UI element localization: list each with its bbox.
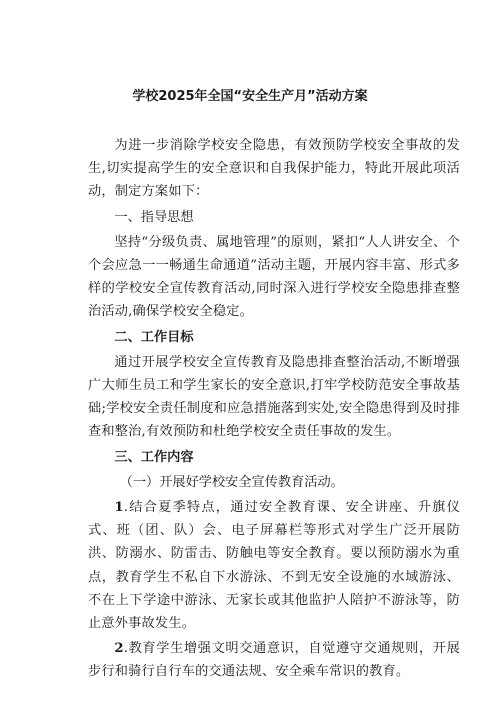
intro-paragraph: 为进一步消除学校安全隐患，有效预防学校安全事故的发生,切实提高学生的安全意识和自我保护能力，特此开展此项活动，制定方案如下： [88, 138, 460, 200]
list-item-1-text: .结合夏季特点，通过安全教育课、安全讲座、升旗仪式、班（团、队）会、电子屏幕栏等形式对学生广泛开展防洪、防溺水、防雷击、防触电等安全教育。要以预防溺水为重点，教育学生不私自下水游泳、不到无安全设施的水域游泳、不在上下学途中游泳、无家长或其他监护人陪护不游泳等，防止意外事故发生。 [88, 500, 460, 632]
section-body-work-goals: 通过开展学校安全宣传教育及隐患排查整治活动,不断增强广大师生员工和学生家长的安全意识,打牢学校防范安全事故基础;学校安全责任制度和应急措施落到实处,安全隐患得到及时排查和整治,有效预防和杜绝学校安全责任事故的发生。 [88, 354, 460, 440]
list-item-2-text: .教育学生增强文明交通意识，自觉遵守交通规则，开展步行和骑行自行车的交通法规、安全乘车常识的教育。 [88, 641, 460, 680]
list-item-2 [88, 637, 460, 683]
subsection-heading-safety-education: （一）开展好学校安全宣传教育活动。 [119, 474, 344, 490]
list-item-1-number: 1 [114, 500, 124, 516]
list-item-1 [88, 496, 460, 635]
section-heading-work-goals: 二、工作目标 [114, 329, 194, 345]
document-title: 学校2025年全国“安全生产月”活动方案 [132, 89, 368, 104]
section-heading-guiding-ideology: 一、指导思想 [114, 209, 194, 225]
section-body-guiding-ideology: 坚持“分级负责、属地管理”的原则，紧扣“人人讲安全、个个会应急一一畅通生命通道”活动主题，开展内容丰富、形式多样的学校安全宣传教育活动,同时深入进行学校安全隐患排查整治活动,确保学校安全稳定。 [88, 234, 460, 320]
section-heading-work-content: 三、工作内容 [114, 449, 194, 465]
list-item-2-number: 2 [114, 641, 124, 657]
